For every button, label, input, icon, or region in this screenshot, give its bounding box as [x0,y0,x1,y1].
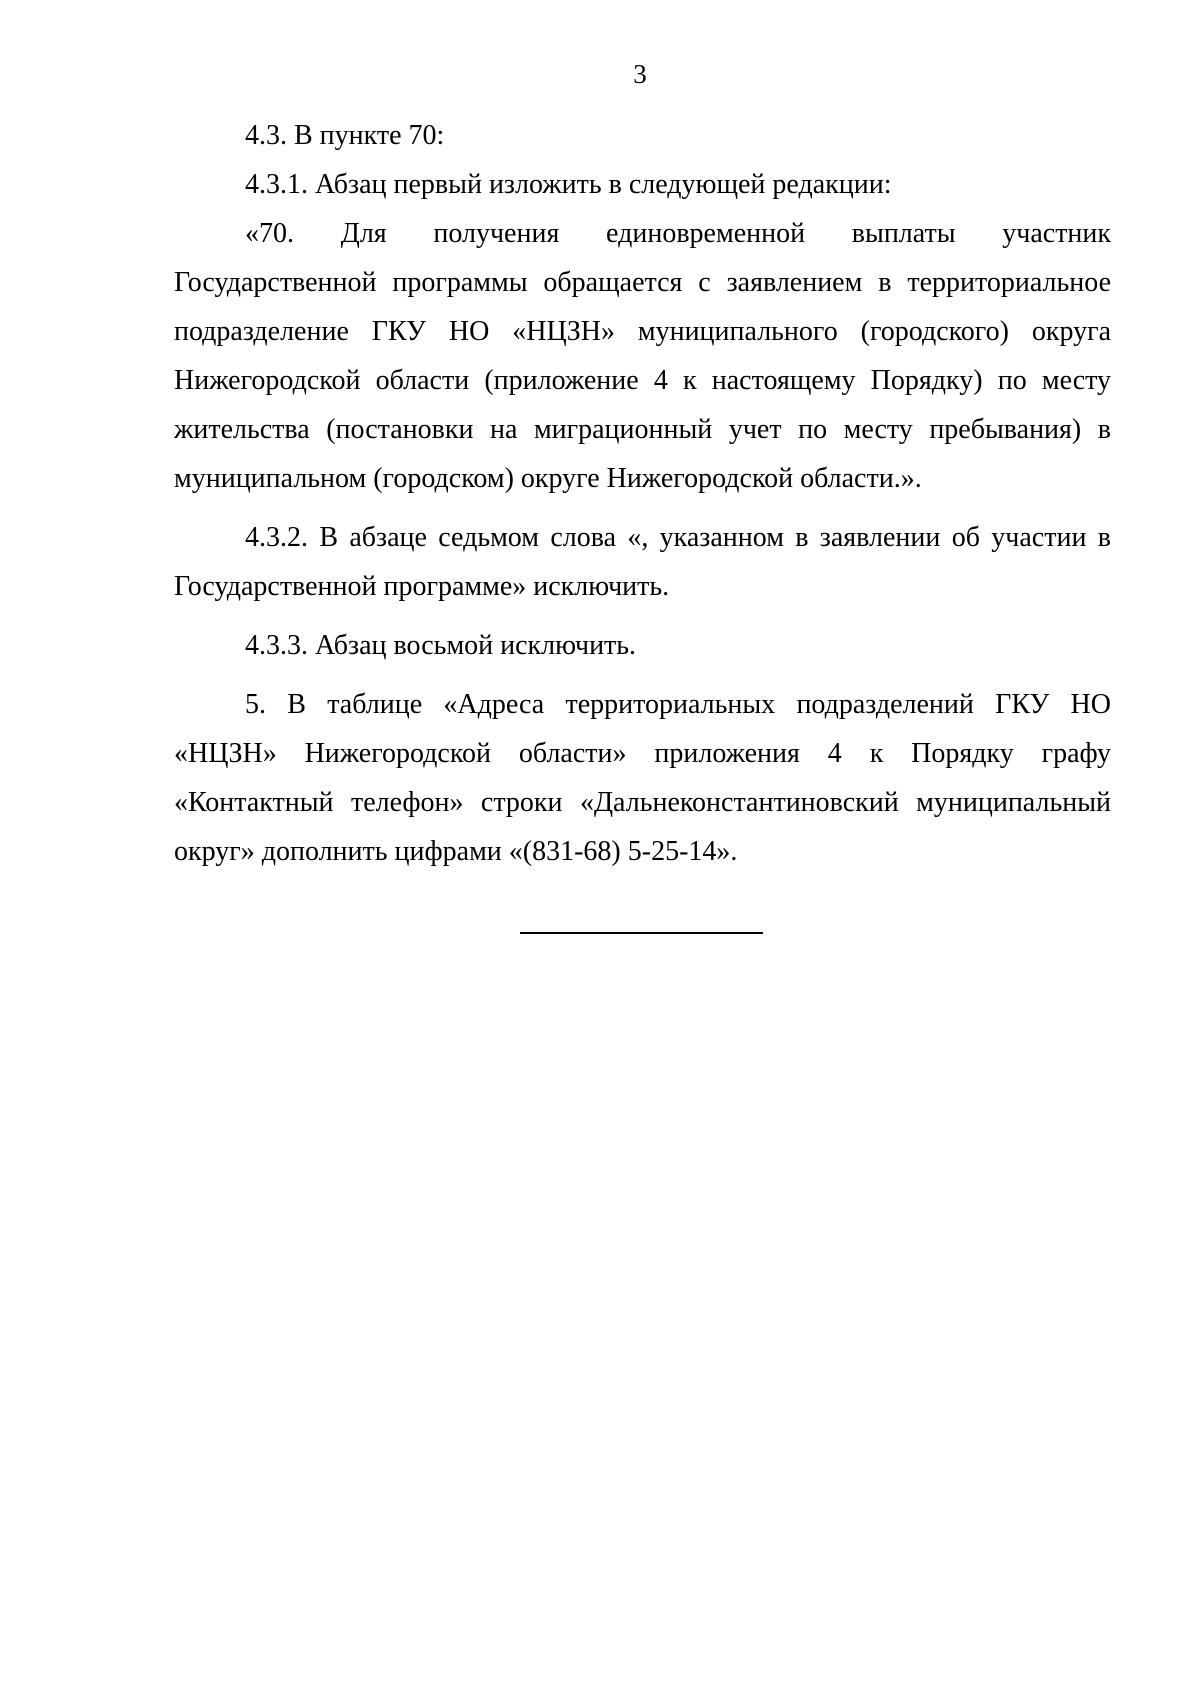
paragraph-4-3-2: 4.3.2. В абзаце седьмом слова «, указанном в заявлении об участии в Государственной программе» исключить. [174,522,1111,602]
paragraph-item-70-quote: «70. Для получения единовременной выплаты участник Государственной программы обращается с заявлением в территориальное подразделение ГКУ НО «НЦЗН» муниципального (городского) округа Нижегородской области (приложение 4 к настоящему Порядку) по месту жительства (постановки на миграционный учет по месту пребывания) в муниципальном (городском) округе Нижегородской области.». [174,218,1111,494]
document-body [174,111,1111,876]
paragraph-4-3-3: 4.3.3. Абзац восьмой исключить. [245,630,637,661]
paragraph-4-3-1: 4.3.1. Абзац первый изложить в следующей редакции: [245,169,892,200]
page-number: 3 [633,59,647,89]
paragraph-5: 5. В таблице «Адреса территориальных подразделений ГКУ НО «НЦЗН» Нижегородской области» приложения 4 к Порядку графу «Контактный телефон» строки «Дальнеконстантиновский муниципальный округ» дополнить цифрами «(831-68) 5-25-14». [174,689,1111,867]
end-of-document-rule [520,932,763,934]
paragraph-4-3: 4.3. В пункте 70: [245,120,445,151]
